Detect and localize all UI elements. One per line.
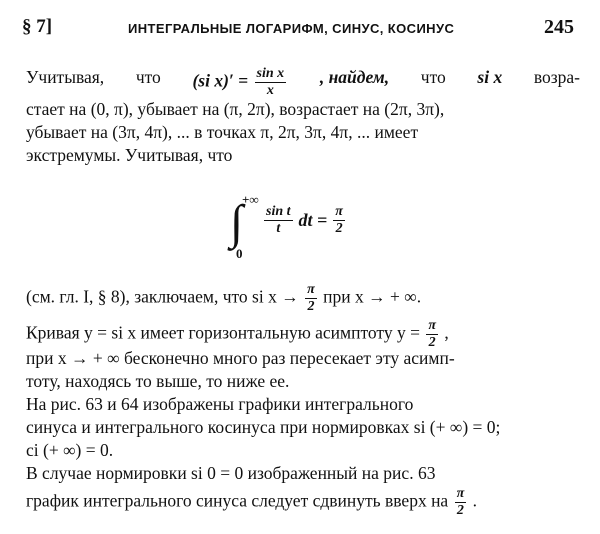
paragraph-line-8: тоту, находясь то выше, то ниже ее. xyxy=(26,371,290,391)
paragraph-line-2: стает на (0, π), убывает на (π, 2π), возрастает на (2π, 3π), xyxy=(26,99,445,119)
fraction-denominator: x xyxy=(266,83,274,98)
fraction-denominator: 2 xyxy=(335,221,343,236)
math-expression xyxy=(192,66,288,99)
integral-formula xyxy=(230,192,390,261)
fraction-denominator: t xyxy=(276,221,281,236)
fraction xyxy=(255,66,287,99)
text-segment: Учитывая, xyxy=(26,67,105,87)
page-number: 245 xyxy=(544,16,574,38)
text-segment: Кривая y = si x имеет горизонтальную асимптоту y = xyxy=(26,322,420,343)
integrand xyxy=(262,204,347,237)
text-segment: (см. гл. I, § 8), заключаем, что si x → xyxy=(26,286,299,307)
fraction-numerator: sin x xyxy=(256,66,285,81)
paragraph-line-5 xyxy=(26,282,580,315)
paragraph-line-12: В случае нормировки si 0 = 0 изображенный на рис. 63 xyxy=(26,463,436,483)
fraction-numerator: π xyxy=(456,486,465,501)
text-segment: . xyxy=(472,490,477,511)
text-segment: что xyxy=(135,67,161,87)
fraction xyxy=(305,282,317,315)
fraction-numerator: π xyxy=(428,318,436,333)
text-segment: , найдем, xyxy=(319,67,390,87)
math-text: dt = xyxy=(298,210,328,230)
text-segment: , xyxy=(444,322,449,343)
integral-upper-limit: +∞ xyxy=(242,192,259,207)
text-segment: при x → + ∞. xyxy=(323,286,422,307)
text-segment: возра- xyxy=(533,67,580,87)
paragraph-line-13 xyxy=(26,486,580,519)
paragraph-line-3: убывает на (3π, 4π), ... в точках π, 2π, 3π, 4π, ... имеет xyxy=(26,122,419,142)
integral-sign: ∫ xyxy=(230,196,244,249)
paragraph-line-10: синуса и интегрального косинуса при нормировках si (+ ∞) = 0; xyxy=(26,417,501,437)
text-segment: график интегрального синуса следует сдвинуть вверх на xyxy=(26,490,449,511)
integral-lower-limit: 0 xyxy=(236,246,243,261)
fraction-numerator: sin t xyxy=(266,204,291,219)
paragraph-line-7: при x → + ∞ бесконечно много раз пересекает эту асимп- xyxy=(26,348,455,368)
fraction xyxy=(264,204,293,237)
section-number: § 7] xyxy=(22,16,53,37)
paragraph-line-1 xyxy=(26,66,580,99)
math-text: si x xyxy=(477,67,503,87)
math-text: (si x)′ = xyxy=(192,70,249,91)
text-segment: что xyxy=(420,67,446,87)
fraction-numerator: π xyxy=(307,282,315,297)
paragraph-line-11: ci (+ ∞) = 0. xyxy=(26,440,114,460)
fraction-denominator: 2 xyxy=(307,299,315,314)
paragraph-line-4: экстремумы. Учитывая, что xyxy=(26,145,233,165)
fraction-numerator: π xyxy=(335,204,343,219)
fraction-denominator: 2 xyxy=(456,503,464,518)
fraction xyxy=(455,486,467,519)
fraction-denominator: 2 xyxy=(428,335,436,350)
fraction xyxy=(333,204,345,237)
running-title: ИНТЕГРАЛЬНЫЕ ЛОГАРИФМ, СИНУС, КОСИНУС xyxy=(128,21,455,36)
paragraph-line-9: На рис. 63 и 64 изображены графики интегрального xyxy=(26,394,414,414)
